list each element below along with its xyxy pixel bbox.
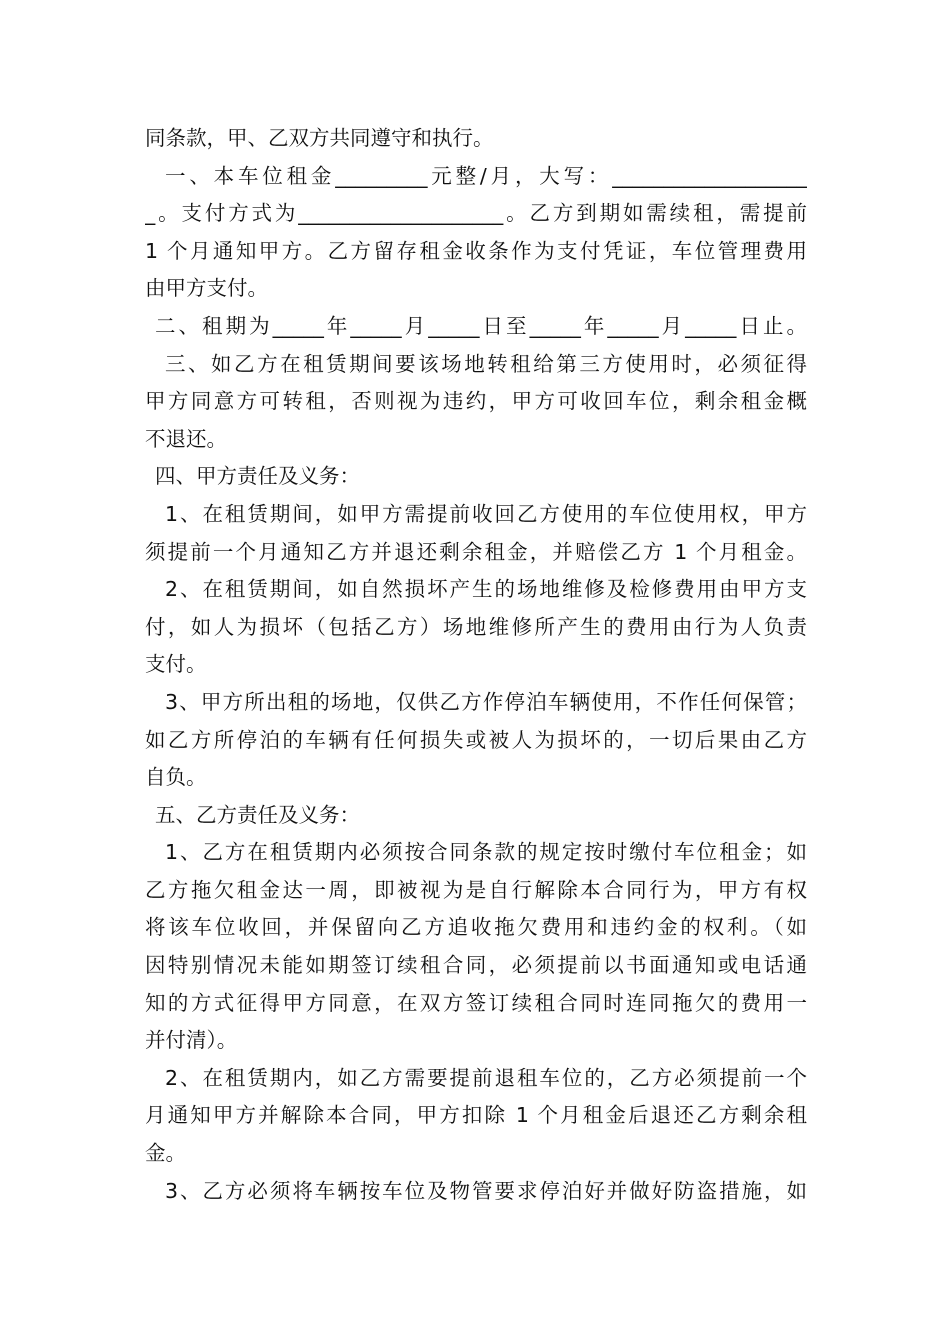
text-line: 同条款，甲、乙双方共同遵守和执行。 <box>145 126 494 150</box>
contract-page <box>145 120 807 1210</box>
text-line: 不退还。 <box>145 426 227 451</box>
text-line: 1、乙方在租赁期内必须按合同条款的规定按时缴付车位租金；如 <box>165 840 807 865</box>
text-line: 由甲方支付。 <box>145 276 268 301</box>
lease-term-line: 二、租期为_____年_____月_____日至_____年_____月_____日止。 <box>155 313 807 338</box>
text-line: 月通知甲方并解除本合同，甲方扣除 1 个月租金后退还乙方剩余租 <box>145 1103 807 1128</box>
payment-method-line: _。支付方式为____________________。乙方到期如需续租，需提前 <box>145 201 807 226</box>
text-line: 金。 <box>145 1141 186 1166</box>
text-line: 如乙方所停泊的车辆有任何损失或被人为损坏的，一切后果由乙方 <box>145 727 807 752</box>
text-line: 将该车位收回，并保留向乙方追收拖欠费用和违约金的权利。（如 <box>145 915 807 940</box>
sublease-clause-line: 三、如乙方在租赁期间要该场地转租给第三方使用时，必须征得 <box>165 351 807 376</box>
text-line: 乙方拖欠租金达一周，即被视为是自行解除本合同行为，甲方有权 <box>145 877 807 902</box>
text-line: 2、在租赁期间，如自然损坏产生的场地维修及检修费用由甲方支 <box>165 577 807 602</box>
text-line: 须提前一个月通知乙方并退还剩余租金，并赔偿乙方 1 个月租金。 <box>145 539 807 564</box>
text-line: 并付清）。 <box>145 1028 238 1053</box>
text-line: 3、甲方所出租的场地，仅供乙方作停泊车辆使用，不作任何保管； <box>165 689 807 714</box>
text-line: 2、在租赁期内，如乙方需要提前退租车位的，乙方必须提前一个 <box>165 1065 807 1090</box>
rent-clause-line: 一、本车位租金_________元整/月，大写：___________________ <box>165 163 807 188</box>
text-line: 3、乙方必须将车辆按车位及物管要求停泊好并做好防盗措施，如 <box>165 1178 807 1203</box>
text-line: 因特别情况未能如期签订续租合同，必须提前以书面通知或电话通 <box>145 953 807 978</box>
text-line: 1、在租赁期间，如甲方需提前收回乙方使用的车位使用权，甲方 <box>165 501 807 526</box>
text-line: 1 个月通知甲方。乙方留存租金收条作为支付凭证，车位管理费用 <box>145 238 807 263</box>
text-line: 付，如人为损坏（包括乙方）场地维修所产生的费用由行为人负责 <box>145 614 807 639</box>
section-heading-party-b: 五、乙方责任及义务： <box>155 802 360 827</box>
section-heading-party-a: 四、甲方责任及义务： <box>155 464 360 489</box>
text-line: 支付。 <box>145 652 207 677</box>
text-line: 自负。 <box>145 765 207 790</box>
text-line: 知的方式征得甲方同意，在双方签订续租合同时连同拖欠的费用一 <box>145 990 807 1015</box>
text-line: 甲方同意方可转租，否则视为违约，甲方可收回车位，剩余租金概 <box>145 389 807 414</box>
